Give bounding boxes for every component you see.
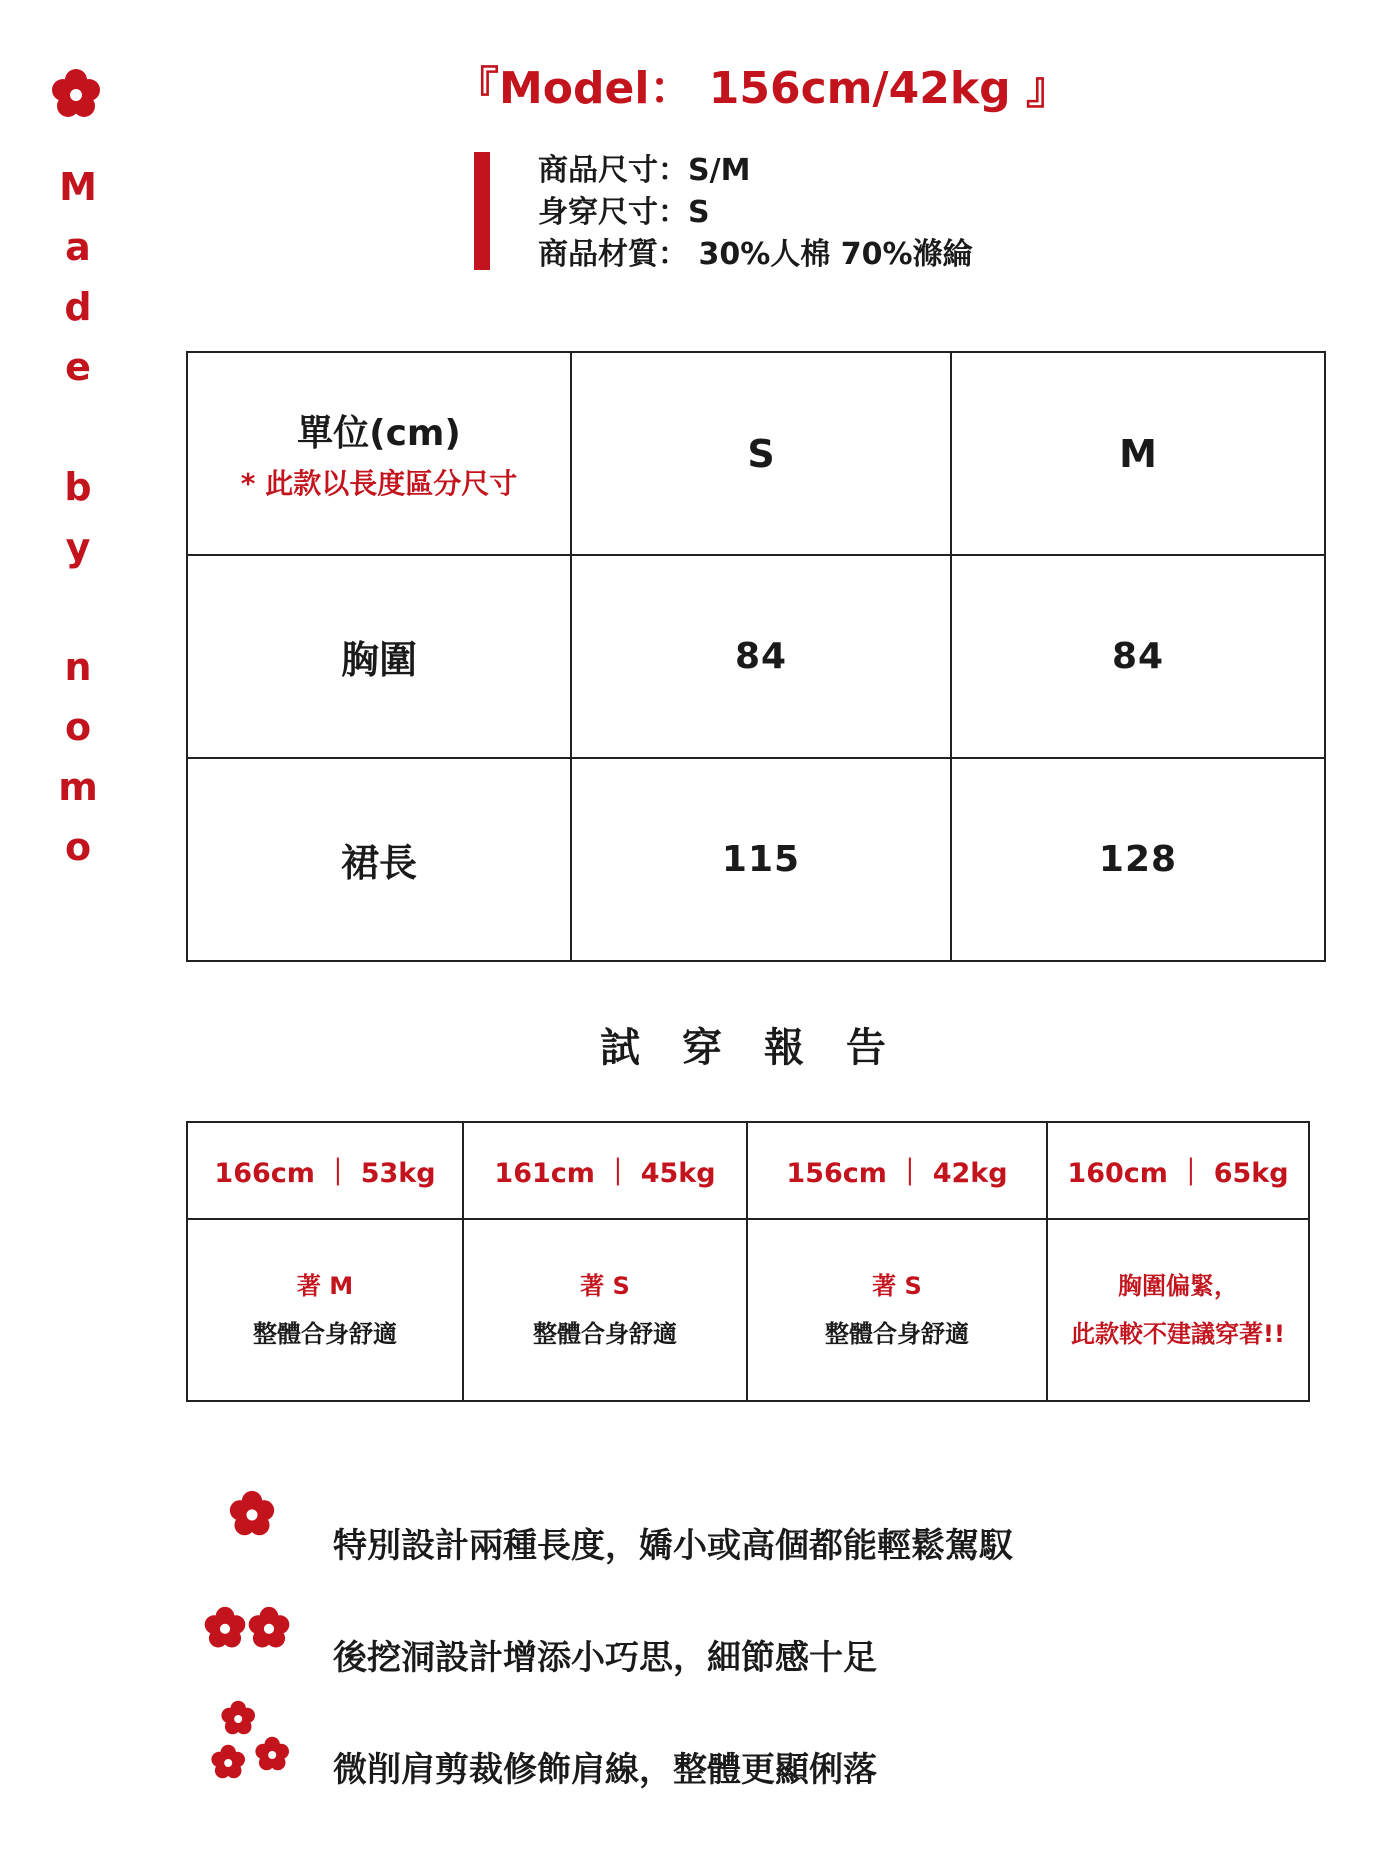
- tester-feedback: [1047, 1219, 1309, 1401]
- product-size: 商品尺寸：S/M: [538, 153, 751, 188]
- tester-stats: 156cm ｜ 42kg: [747, 1122, 1047, 1219]
- feedback-comment: 整體合身舒適: [253, 1320, 397, 1348]
- chest-m-value: 84: [951, 555, 1325, 758]
- tester-feedback: [463, 1219, 747, 1401]
- unit-cell: [187, 352, 571, 555]
- brand-letter: d: [64, 285, 92, 329]
- table-row: [187, 555, 1325, 758]
- tester-feedback: [747, 1219, 1047, 1401]
- tester-feedback-row: [187, 1219, 1309, 1401]
- row-label-chest: 胸圍: [187, 555, 571, 758]
- length-s-value: 115: [571, 758, 951, 961]
- feedback-warning: 胸圍偏緊，: [1118, 1272, 1238, 1300]
- size-header-s: S: [571, 352, 951, 555]
- brand-letter: y: [65, 525, 91, 569]
- brand-letter: o: [64, 825, 92, 869]
- size-note: * 此款以長度區分尺寸: [240, 467, 518, 500]
- size-header-row: [187, 352, 1325, 555]
- feedback-comment: 整體合身舒適: [825, 1320, 969, 1348]
- size-header-m: M: [951, 352, 1325, 555]
- brand-letter: a: [65, 225, 91, 269]
- feature-text: 後挖洞設計增添小巧思，細節感十足: [333, 1638, 877, 1678]
- brand-letter: e: [65, 345, 91, 389]
- tester-stats-row: [187, 1122, 1309, 1219]
- info-accent-bar: [474, 152, 490, 270]
- tester-stats: 160cm ｜ 65kg: [1047, 1122, 1309, 1219]
- trial-report-table: [186, 1121, 1310, 1402]
- unit-label: 單位(cm): [297, 413, 461, 454]
- feedback-size: 著 S: [580, 1272, 630, 1300]
- trial-report-title: 試 穿 報 告: [600, 1025, 900, 1071]
- tester-stats: 161cm ｜ 45kg: [463, 1122, 747, 1219]
- brand-letter: n: [64, 645, 92, 689]
- feature-text: 特別設計兩種長度，嬌小或高個都能輕鬆駕馭: [333, 1526, 1013, 1566]
- two-flowers-icon: [203, 1606, 291, 1650]
- model-heading: 『Model： 156cm/42kg 』: [455, 63, 1070, 114]
- tester-feedback: [187, 1219, 463, 1401]
- tester-stats: 166cm ｜ 53kg: [187, 1122, 463, 1219]
- material: 商品材質： 30%人棉 70%滌綸: [538, 237, 973, 272]
- brand-letter: M: [59, 165, 97, 209]
- feedback-comment: 整體合身舒適: [533, 1320, 677, 1348]
- three-flowers-icon: [210, 1700, 296, 1786]
- product-info: [538, 150, 973, 276]
- length-m-value: 128: [951, 758, 1325, 961]
- size-table: [186, 351, 1326, 962]
- worn-size: 身穿尺寸：S: [538, 195, 710, 230]
- chest-s-value: 84: [571, 555, 951, 758]
- feature-text: 微削肩剪裁修飾肩線，整體更顯俐落: [333, 1750, 877, 1790]
- flower-logo-icon: [50, 68, 102, 120]
- table-row: [187, 758, 1325, 961]
- feedback-size: 著 M: [296, 1272, 354, 1300]
- brand-letter: m: [58, 765, 98, 809]
- feedback-size: 著 S: [872, 1272, 922, 1300]
- feedback-comment: 此款較不建議穿著!!: [1071, 1320, 1285, 1348]
- row-label-length: 裙長: [187, 758, 571, 961]
- brand-letter: o: [64, 705, 92, 749]
- flower-icon: [228, 1490, 276, 1538]
- brand-letter: b: [64, 465, 92, 509]
